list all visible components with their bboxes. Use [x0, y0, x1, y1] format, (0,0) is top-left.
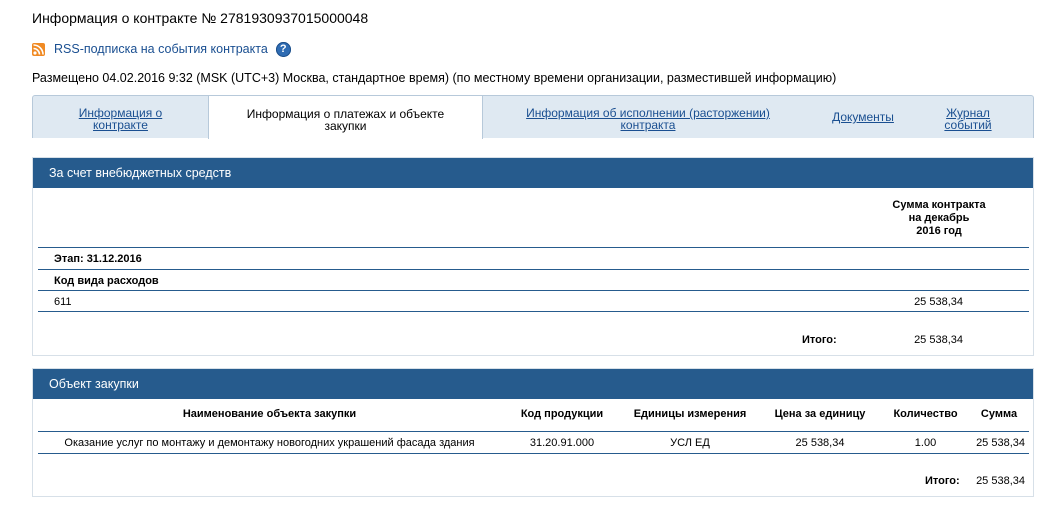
tab-execution-info[interactable]: Информация об исполнении (расторжении) контракта	[526, 106, 770, 132]
quantity-cell: 1.00	[914, 437, 937, 449]
col-header-code: Код продукции	[520, 408, 604, 420]
divider	[38, 431, 1029, 432]
unit-price-cell: 25 538,34	[795, 437, 845, 449]
sum-column-header: Сумма контракта на декабрь 2016 год	[892, 199, 986, 237]
funding-total-label: Итого:	[802, 334, 837, 346]
procurement-total-value: 25 538,34	[976, 475, 1025, 487]
funding-total-value: 25 538,34	[914, 334, 963, 346]
stage-label: Этап: 31.12.2016	[54, 253, 142, 265]
procurement-section-title: Объект закупки	[33, 369, 1033, 399]
help-icon[interactable]: ?	[276, 42, 291, 57]
procurement-total-label: Итого:	[925, 475, 960, 487]
rss-subscription-link[interactable]: RSS-подписка на события контракта	[54, 42, 268, 56]
expense-amount-value: 25 538,34	[914, 296, 963, 308]
tab-bar	[32, 95, 1034, 138]
sum-cell: 25 538,34	[976, 437, 1025, 449]
funding-section-title: За счет внебюджетных средств	[33, 158, 1033, 188]
product-code-cell: 31.20.91.000	[529, 437, 595, 449]
published-info: Размещено 04.02.2016 9:32 (MSK (UTC+3) Москва, стандартное время) (по местному времени организации, разместившей информацию)	[32, 71, 837, 85]
col-header-sum: Сумма	[980, 408, 1018, 420]
tab-contract-info[interactable]: Информация о контракте	[78, 106, 163, 132]
funding-panel	[32, 157, 1034, 356]
tab-event-log[interactable]: Журнал событий	[944, 106, 992, 132]
col-header-name: Наименование объекта закупки	[182, 408, 357, 420]
expense-code-value: 611	[54, 296, 72, 308]
col-header-price: Цена за единицу	[774, 408, 866, 420]
divider	[38, 311, 1029, 312]
tab-payments-and-object[interactable]: Информация о платежах и объекте закупки	[208, 96, 483, 139]
rss-icon[interactable]	[32, 43, 45, 56]
divider	[38, 269, 1029, 270]
col-header-qty: Количество	[893, 408, 958, 420]
rss-row	[32, 40, 291, 58]
procurement-panel	[32, 368, 1034, 497]
object-name-cell: Оказание услуг по монтажу и демонтажу новогодних украшений фасада здания	[64, 437, 475, 449]
unit-cell: УСЛ ЕД	[670, 437, 710, 449]
col-header-unit: Единицы измерения	[633, 408, 747, 420]
divider	[38, 247, 1029, 248]
page-title: Информация о контракте № 2781930937015000048	[32, 10, 369, 26]
tab-documents[interactable]: Документы	[832, 110, 894, 124]
expense-code-label: Код вида расходов	[54, 275, 159, 287]
divider	[38, 290, 1029, 291]
divider	[38, 453, 1029, 454]
